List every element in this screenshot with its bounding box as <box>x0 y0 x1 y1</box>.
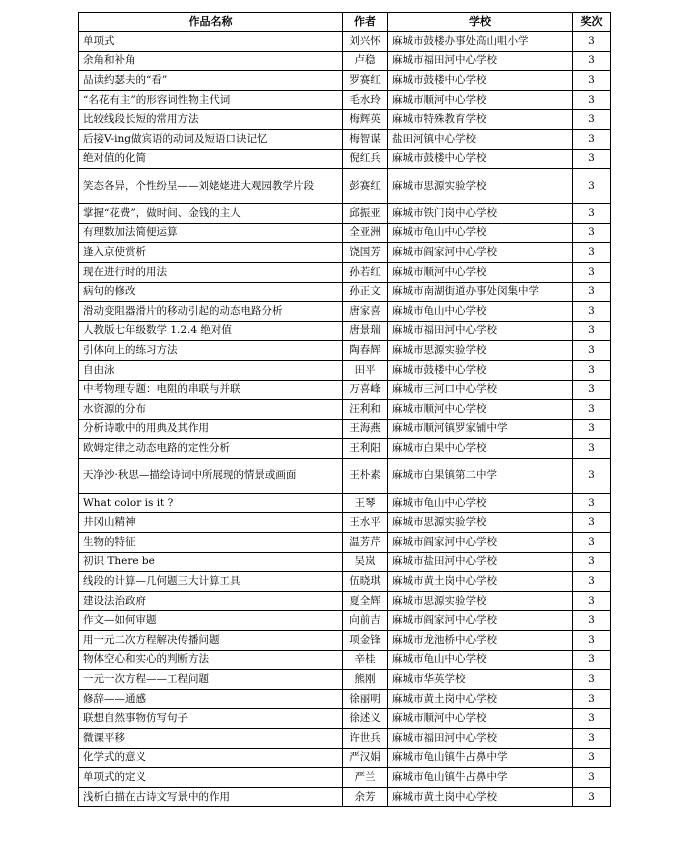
cell-title: 比较线段长短的常用方法 <box>79 110 343 130</box>
cell-award: 3 <box>573 243 611 263</box>
cell-award: 3 <box>573 400 611 420</box>
cell-school: 麻城市阎家河中心学校 <box>388 243 573 263</box>
cell-school: 麻城市思源实验学校 <box>388 341 573 361</box>
cell-author: 田平 <box>343 360 388 380</box>
cell-author: 唐景瑞 <box>343 321 388 341</box>
cell-title: 现在进行时的用法 <box>79 262 343 282</box>
table-row <box>79 223 611 243</box>
cell-award: 3 <box>573 729 611 749</box>
cell-title: 逢入京使赏析 <box>79 243 343 263</box>
table-row <box>79 670 611 690</box>
cell-award: 3 <box>573 439 611 459</box>
cell-title: 线段的计算—几何题三大计算工具 <box>79 572 343 592</box>
cell-school: 麻城市思源实验学校 <box>388 169 573 204</box>
cell-school: 麻城市三河口中心学校 <box>388 380 573 400</box>
cell-school: 麻城市顺河中心学校 <box>388 400 573 420</box>
cell-award: 3 <box>573 129 611 149</box>
cell-author: 王海燕 <box>343 419 388 439</box>
cell-award: 3 <box>573 458 611 493</box>
table-row <box>79 243 611 263</box>
cell-award: 3 <box>573 493 611 513</box>
cell-title: 后接V-ing做宾语的动词及短语口诀记忆 <box>79 129 343 149</box>
table-row <box>79 591 611 611</box>
cell-title: 联想自然事物仿写句子 <box>79 709 343 729</box>
cell-title: 病句的修改 <box>79 282 343 302</box>
table-row <box>79 552 611 572</box>
cell-title: 生物的特征 <box>79 533 343 553</box>
cell-award: 3 <box>573 419 611 439</box>
cell-title: 微课平移 <box>79 729 343 749</box>
cell-author: 彭赛红 <box>343 169 388 204</box>
cell-author: 许世兵 <box>343 729 388 749</box>
cell-school: 麻城市顺河中心学校 <box>388 709 573 729</box>
cell-school: 麻城市白果镇第二中学 <box>388 458 573 493</box>
cell-author: 熊刚 <box>343 670 388 690</box>
cell-school: 麻城市龙池桥中心学校 <box>388 631 573 651</box>
header-award: 奖次 <box>573 13 611 32</box>
cell-school: 麻城市鼓楼中心学校 <box>388 360 573 380</box>
cell-author: 万喜峰 <box>343 380 388 400</box>
cell-school: 麻城市黄土岗中心学校 <box>388 572 573 592</box>
header-school: 学校 <box>388 13 573 32</box>
cell-school: 麻城市龟山中心学校 <box>388 650 573 670</box>
table-row <box>79 729 611 749</box>
cell-author: 孙正文 <box>343 282 388 302</box>
table-row <box>79 302 611 322</box>
table-row <box>79 282 611 302</box>
cell-award: 3 <box>573 611 611 631</box>
cell-award: 3 <box>573 149 611 169</box>
cell-title: 浅析白描在古诗文写景中的作用 <box>79 787 343 807</box>
cell-author: 项金锋 <box>343 631 388 651</box>
table-row <box>79 110 611 130</box>
cell-award: 3 <box>573 533 611 553</box>
awards-table <box>78 12 611 807</box>
cell-title: 建设法治政府 <box>79 591 343 611</box>
cell-school: 麻城市黄土岗中心学校 <box>388 787 573 807</box>
cell-author: 严兰 <box>343 768 388 788</box>
table-body <box>79 32 611 807</box>
cell-title: 单项式 <box>79 32 343 52</box>
cell-award: 3 <box>573 709 611 729</box>
cell-author: 王利阳 <box>343 439 388 459</box>
header-title: 作品名称 <box>79 13 343 32</box>
cell-school: 麻城市龟山中心学校 <box>388 223 573 243</box>
table-row <box>79 768 611 788</box>
table-row <box>79 611 611 631</box>
cell-author: 邱振亚 <box>343 204 388 224</box>
cell-school: 麻城市华英学校 <box>388 670 573 690</box>
cell-award: 3 <box>573 169 611 204</box>
cell-award: 3 <box>573 360 611 380</box>
cell-title: 掌握“花费”，做时间、金钱的主人 <box>79 204 343 224</box>
cell-author: 伍晓琪 <box>343 572 388 592</box>
cell-author: 全亚洲 <box>343 223 388 243</box>
cell-award: 3 <box>573 380 611 400</box>
table-row <box>79 787 611 807</box>
table-row <box>79 572 611 592</box>
table-row <box>79 689 611 709</box>
cell-school: 麻城市鼓楼中心学校 <box>388 149 573 169</box>
cell-author: 陶春辉 <box>343 341 388 361</box>
cell-award: 3 <box>573 32 611 52</box>
cell-school: 盐田河镇中心学校 <box>388 129 573 149</box>
cell-title: What color is it ? <box>79 493 343 513</box>
cell-school: 麻城市福田河中心学校 <box>388 321 573 341</box>
cell-title: 自由泳 <box>79 360 343 380</box>
cell-award: 3 <box>573 262 611 282</box>
table-row <box>79 169 611 204</box>
cell-author: 温芳芹 <box>343 533 388 553</box>
cell-title: 笑态各异，个性纷呈——刘姥姥进大观园教学片段 <box>79 169 343 204</box>
cell-award: 3 <box>573 670 611 690</box>
cell-award: 3 <box>573 204 611 224</box>
cell-school: 麻城市鼓楼办事处高山咀小学 <box>388 32 573 52</box>
table-row <box>79 90 611 110</box>
cell-school: 麻城市阎家河中心学校 <box>388 611 573 631</box>
cell-author: 吴岚 <box>343 552 388 572</box>
cell-school: 麻城市思源实验学校 <box>388 591 573 611</box>
cell-title: 人教版七年级数学 1.2.4 绝对值 <box>79 321 343 341</box>
cell-school: 麻城市思源实验学校 <box>388 513 573 533</box>
cell-school: 麻城市福田河中心学校 <box>388 729 573 749</box>
cell-school: 麻城市盐田河中心学校 <box>388 552 573 572</box>
table-row <box>79 513 611 533</box>
cell-school: 麻城市特殊教育学校 <box>388 110 573 130</box>
cell-award: 3 <box>573 513 611 533</box>
table-row <box>79 262 611 282</box>
cell-author: 唐家喜 <box>343 302 388 322</box>
cell-author: 刘兴怀 <box>343 32 388 52</box>
table-row <box>79 204 611 224</box>
cell-school: 麻城市顺河中心学校 <box>388 262 573 282</box>
table-row <box>79 129 611 149</box>
cell-school: 麻城市龟山中心学校 <box>388 493 573 513</box>
cell-award: 3 <box>573 321 611 341</box>
cell-author: 王水平 <box>343 513 388 533</box>
cell-school: 麻城市福田河中心学校 <box>388 51 573 71</box>
table-row <box>79 51 611 71</box>
table-row <box>79 149 611 169</box>
cell-author: 汪利和 <box>343 400 388 420</box>
cell-title: 单项式的定义 <box>79 768 343 788</box>
cell-author: 徐丽明 <box>343 689 388 709</box>
cell-title: 水资源的分布 <box>79 400 343 420</box>
cell-author: 王琴 <box>343 493 388 513</box>
cell-author: 倪红兵 <box>343 149 388 169</box>
cell-award: 3 <box>573 302 611 322</box>
cell-school: 麻城市鼓楼中心学校 <box>388 71 573 91</box>
cell-school: 麻城市顺河镇罗家铺中学 <box>388 419 573 439</box>
cell-title: 有理数加法简便运算 <box>79 223 343 243</box>
cell-author: 徐述义 <box>343 709 388 729</box>
cell-school: 麻城市铁门岗中心学校 <box>388 204 573 224</box>
table-row <box>79 650 611 670</box>
cell-title: 绝对值的化简 <box>79 149 343 169</box>
cell-title: 天净沙·秋思—描绘诗词中所展现的情景或画面 <box>79 458 343 493</box>
table-row <box>79 493 611 513</box>
cell-author: 余芳 <box>343 787 388 807</box>
cell-title: 余角和补角 <box>79 51 343 71</box>
cell-award: 3 <box>573 591 611 611</box>
cell-author: 夏全辉 <box>343 591 388 611</box>
cell-award: 3 <box>573 689 611 709</box>
cell-author: 卢稳 <box>343 51 388 71</box>
cell-award: 3 <box>573 51 611 71</box>
cell-author: 罗赛红 <box>343 71 388 91</box>
cell-author: 梅辉英 <box>343 110 388 130</box>
cell-title: 作文—如何审题 <box>79 611 343 631</box>
cell-title: 品读约瑟夫的“看” <box>79 71 343 91</box>
header-row <box>79 13 611 32</box>
cell-school: 麻城市白果中心学校 <box>388 439 573 459</box>
cell-title: 分析诗歌中的用典及其作用 <box>79 419 343 439</box>
cell-author: 饶国芳 <box>343 243 388 263</box>
table-header <box>79 13 611 32</box>
cell-award: 3 <box>573 223 611 243</box>
cell-award: 3 <box>573 110 611 130</box>
cell-title: 一元一次方程——工程问题 <box>79 670 343 690</box>
cell-school: 麻城市黄土岗中心学校 <box>388 689 573 709</box>
cell-author: 梅智谋 <box>343 129 388 149</box>
table-row <box>79 631 611 651</box>
cell-award: 3 <box>573 90 611 110</box>
cell-title: 用一元二次方程解决传播问题 <box>79 631 343 651</box>
cell-title: 引体向上的练习方法 <box>79 341 343 361</box>
cell-award: 3 <box>573 748 611 768</box>
cell-award: 3 <box>573 787 611 807</box>
cell-title: 物体空心和实心的判断方法 <box>79 650 343 670</box>
cell-award: 3 <box>573 71 611 91</box>
table-row <box>79 419 611 439</box>
cell-award: 3 <box>573 768 611 788</box>
cell-award: 3 <box>573 282 611 302</box>
table-row <box>79 380 611 400</box>
header-author: 作者 <box>343 13 388 32</box>
cell-school: 麻城市龟山中心学校 <box>388 302 573 322</box>
cell-title: 滑动变阻器滑片的移动引起的动态电路分析 <box>79 302 343 322</box>
table-row <box>79 439 611 459</box>
table-row <box>79 341 611 361</box>
table-row <box>79 321 611 341</box>
cell-title: 化学式的意义 <box>79 748 343 768</box>
cell-title: 初识 There be <box>79 552 343 572</box>
cell-title: “名花有主”的形容词性物主代词 <box>79 90 343 110</box>
table-row <box>79 748 611 768</box>
cell-title: 欧姆定律之动态电路的定性分析 <box>79 439 343 459</box>
cell-school: 麻城市龟山镇牛占鼻中学 <box>388 768 573 788</box>
cell-award: 3 <box>573 552 611 572</box>
table-row <box>79 360 611 380</box>
cell-author: 辛桂 <box>343 650 388 670</box>
cell-school: 麻城市顺河中心学校 <box>388 90 573 110</box>
cell-title: 修辞——通感 <box>79 689 343 709</box>
cell-school: 麻城市阎家河中心学校 <box>388 533 573 553</box>
cell-award: 3 <box>573 631 611 651</box>
table-row <box>79 533 611 553</box>
cell-author: 王朴素 <box>343 458 388 493</box>
cell-author: 毛水玲 <box>343 90 388 110</box>
cell-title: 中考物理专题：电阻的串联与并联 <box>79 380 343 400</box>
cell-author: 严汉娟 <box>343 748 388 768</box>
cell-school: 麻城市龟山镇牛占鼻中学 <box>388 748 573 768</box>
table-row <box>79 32 611 52</box>
table-row <box>79 458 611 493</box>
cell-author: 向前吉 <box>343 611 388 631</box>
cell-award: 3 <box>573 341 611 361</box>
cell-award: 3 <box>573 650 611 670</box>
cell-author: 孙若红 <box>343 262 388 282</box>
cell-title: 井冈山精神 <box>79 513 343 533</box>
cell-school: 麻城市南湖街道办事处闵集中学 <box>388 282 573 302</box>
cell-award: 3 <box>573 572 611 592</box>
table-row <box>79 71 611 91</box>
table-row <box>79 709 611 729</box>
table-row <box>79 400 611 420</box>
